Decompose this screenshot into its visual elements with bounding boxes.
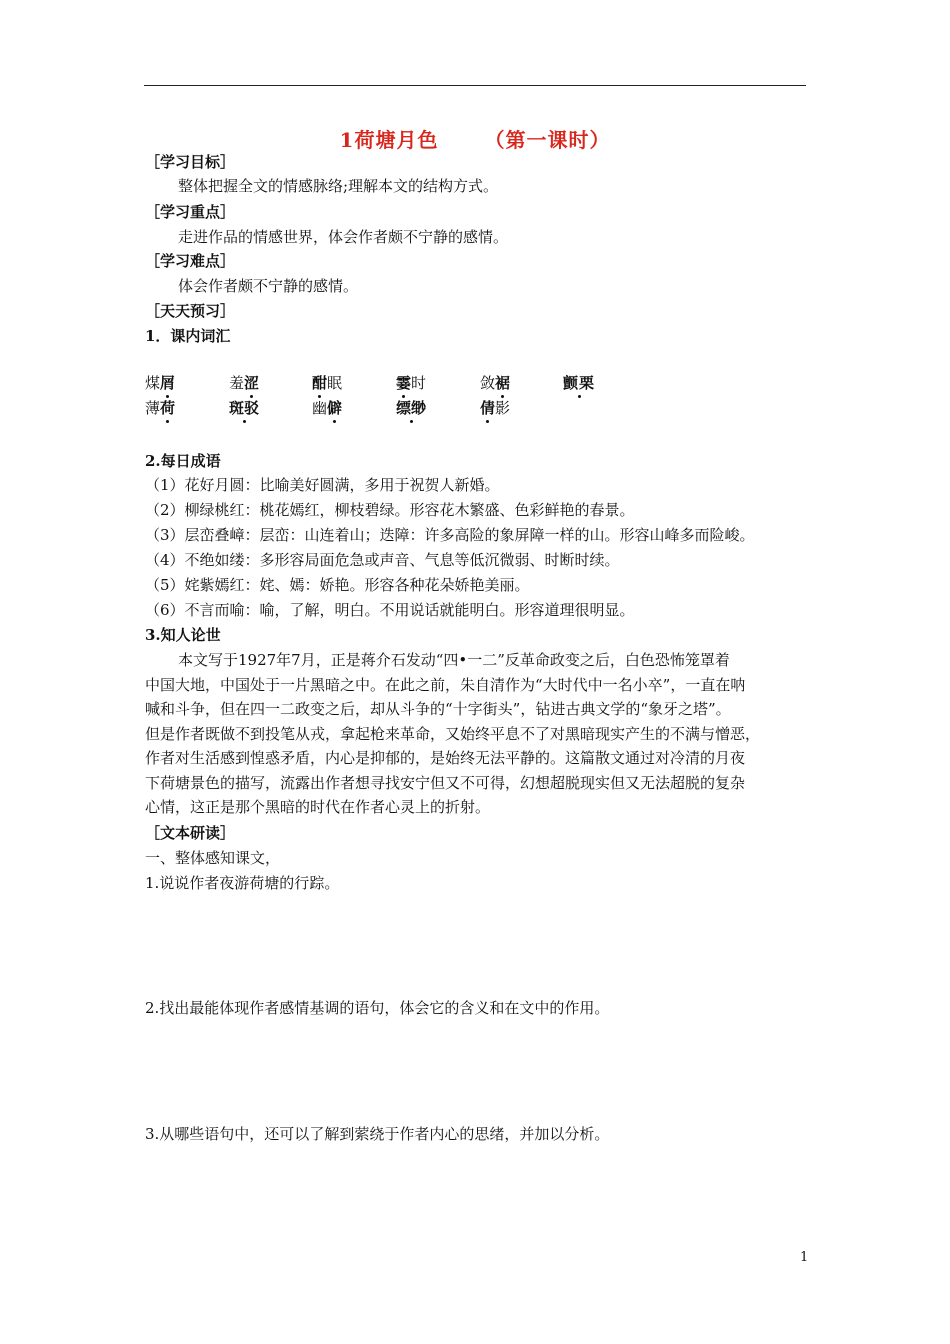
header-rule bbox=[144, 85, 806, 86]
vocab-item: 倩影 bbox=[480, 399, 511, 417]
focus-text: 走进作品的情感世界，体会作者颇不宁静的感情。 bbox=[178, 228, 509, 246]
author-heading: 3.知人论世 bbox=[145, 626, 221, 644]
idiom-item: （1）花好月圆：比喻美好圆满，多用于祝贺人新婚。 bbox=[145, 476, 500, 494]
title-sub: （第一课时） bbox=[484, 128, 611, 152]
difficulty-heading: ［学习难点］ bbox=[145, 252, 236, 270]
author-paragraph: 本文写于1927年7月，正是蒋介石发动“四•一二”反革命政变之后，白色恐怖笼罩着 中国大地，中国处于一片黑暗之中。在此之前，朱自清作为“大时代中一名小卒”，一直在呐 喊和斗争，但在四一二政变之后，却从斗争的“十字街头”，钻进古典文学的“象牙之塔”。 但是作者既做不到投笔从戎，拿起枪来革命，又始终平息不了对黑暗现实产生的不满与憎恶， 作者对生活感到惶惑矛盾，内心是抑郁的，是始终无法平静的。这篇散文通过对冷清的月夜 下荷塘景色的描写，流露出作者想寻找安宁但又不可得，幻想超脱现实但又无法超脱的复杂 心情，这正是那个黑暗的时代在作者心灵上的折射。 bbox=[145, 651, 761, 816]
reading-subheading: 一、整体感知课文， bbox=[145, 849, 281, 867]
goal-heading: ［学习目标］ bbox=[145, 153, 236, 171]
reading-heading: ［文本研读］ bbox=[145, 824, 236, 842]
idiom-heading: 2.每日成语 bbox=[145, 452, 221, 470]
vocab-item: 颤栗 bbox=[563, 374, 596, 392]
vocab-item: 煤屑 bbox=[145, 374, 176, 392]
idiom-item: （4）不绝如缕：多形容局面危急或声音、气息等低沉微弱、时断时续。 bbox=[145, 551, 620, 569]
page-title bbox=[0, 124, 950, 153]
question-2: 2.找出最能体现作者感情基调的语句，体会它的含义和在文中的作用。 bbox=[145, 999, 610, 1017]
idiom-item: （5）姹紫嫣红：姹、嫣：娇艳。形容各种花朵娇艳美丽。 bbox=[145, 576, 530, 594]
vocab-item: 薄荷 bbox=[145, 399, 176, 417]
difficulty-text: 体会作者颇不宁静的感情。 bbox=[178, 277, 359, 295]
idiom-item: （6）不言而喻：喻，了解，明白。不用说话就能明白。形容道理很明显。 bbox=[145, 601, 635, 619]
vocab-item: 幽僻 bbox=[312, 399, 343, 417]
title-main: 1荷塘月色 bbox=[339, 128, 439, 152]
preview-heading: ［天天预习］ bbox=[145, 302, 236, 320]
vocab-item: 羞涩 bbox=[229, 374, 260, 392]
vocab-item: 缥缈 bbox=[396, 399, 427, 417]
vocab-item: 霎时 bbox=[396, 374, 427, 392]
question-3: 3.从哪些语句中，还可以了解到萦绕于作者内心的思绪，并加以分析。 bbox=[145, 1125, 610, 1143]
goal-text: 整体把握全文的情感脉络;理解本文的结构方式。 bbox=[178, 177, 499, 195]
vocab-item: 斑驳 bbox=[229, 399, 260, 417]
vocab-item: 酣眠 bbox=[312, 374, 343, 392]
question-1: 1.说说作者夜游荷塘的行踪。 bbox=[145, 874, 340, 892]
focus-heading: ［学习重点］ bbox=[145, 203, 236, 221]
page-number: 1 bbox=[800, 1250, 809, 1265]
vocab-heading: 1．课内词汇 bbox=[145, 327, 231, 345]
idiom-item: （3）层峦叠嶂：层峦：山连着山；迭障：许多高险的象屏障一样的山。形容山峰多而险峻。 bbox=[145, 526, 755, 544]
vocab-item: 敛裾 bbox=[480, 374, 511, 392]
idiom-item: （2）柳绿桃红：桃花嫣红，柳枝碧绿。形容花木繁盛、色彩鲜艳的春景。 bbox=[145, 501, 635, 519]
